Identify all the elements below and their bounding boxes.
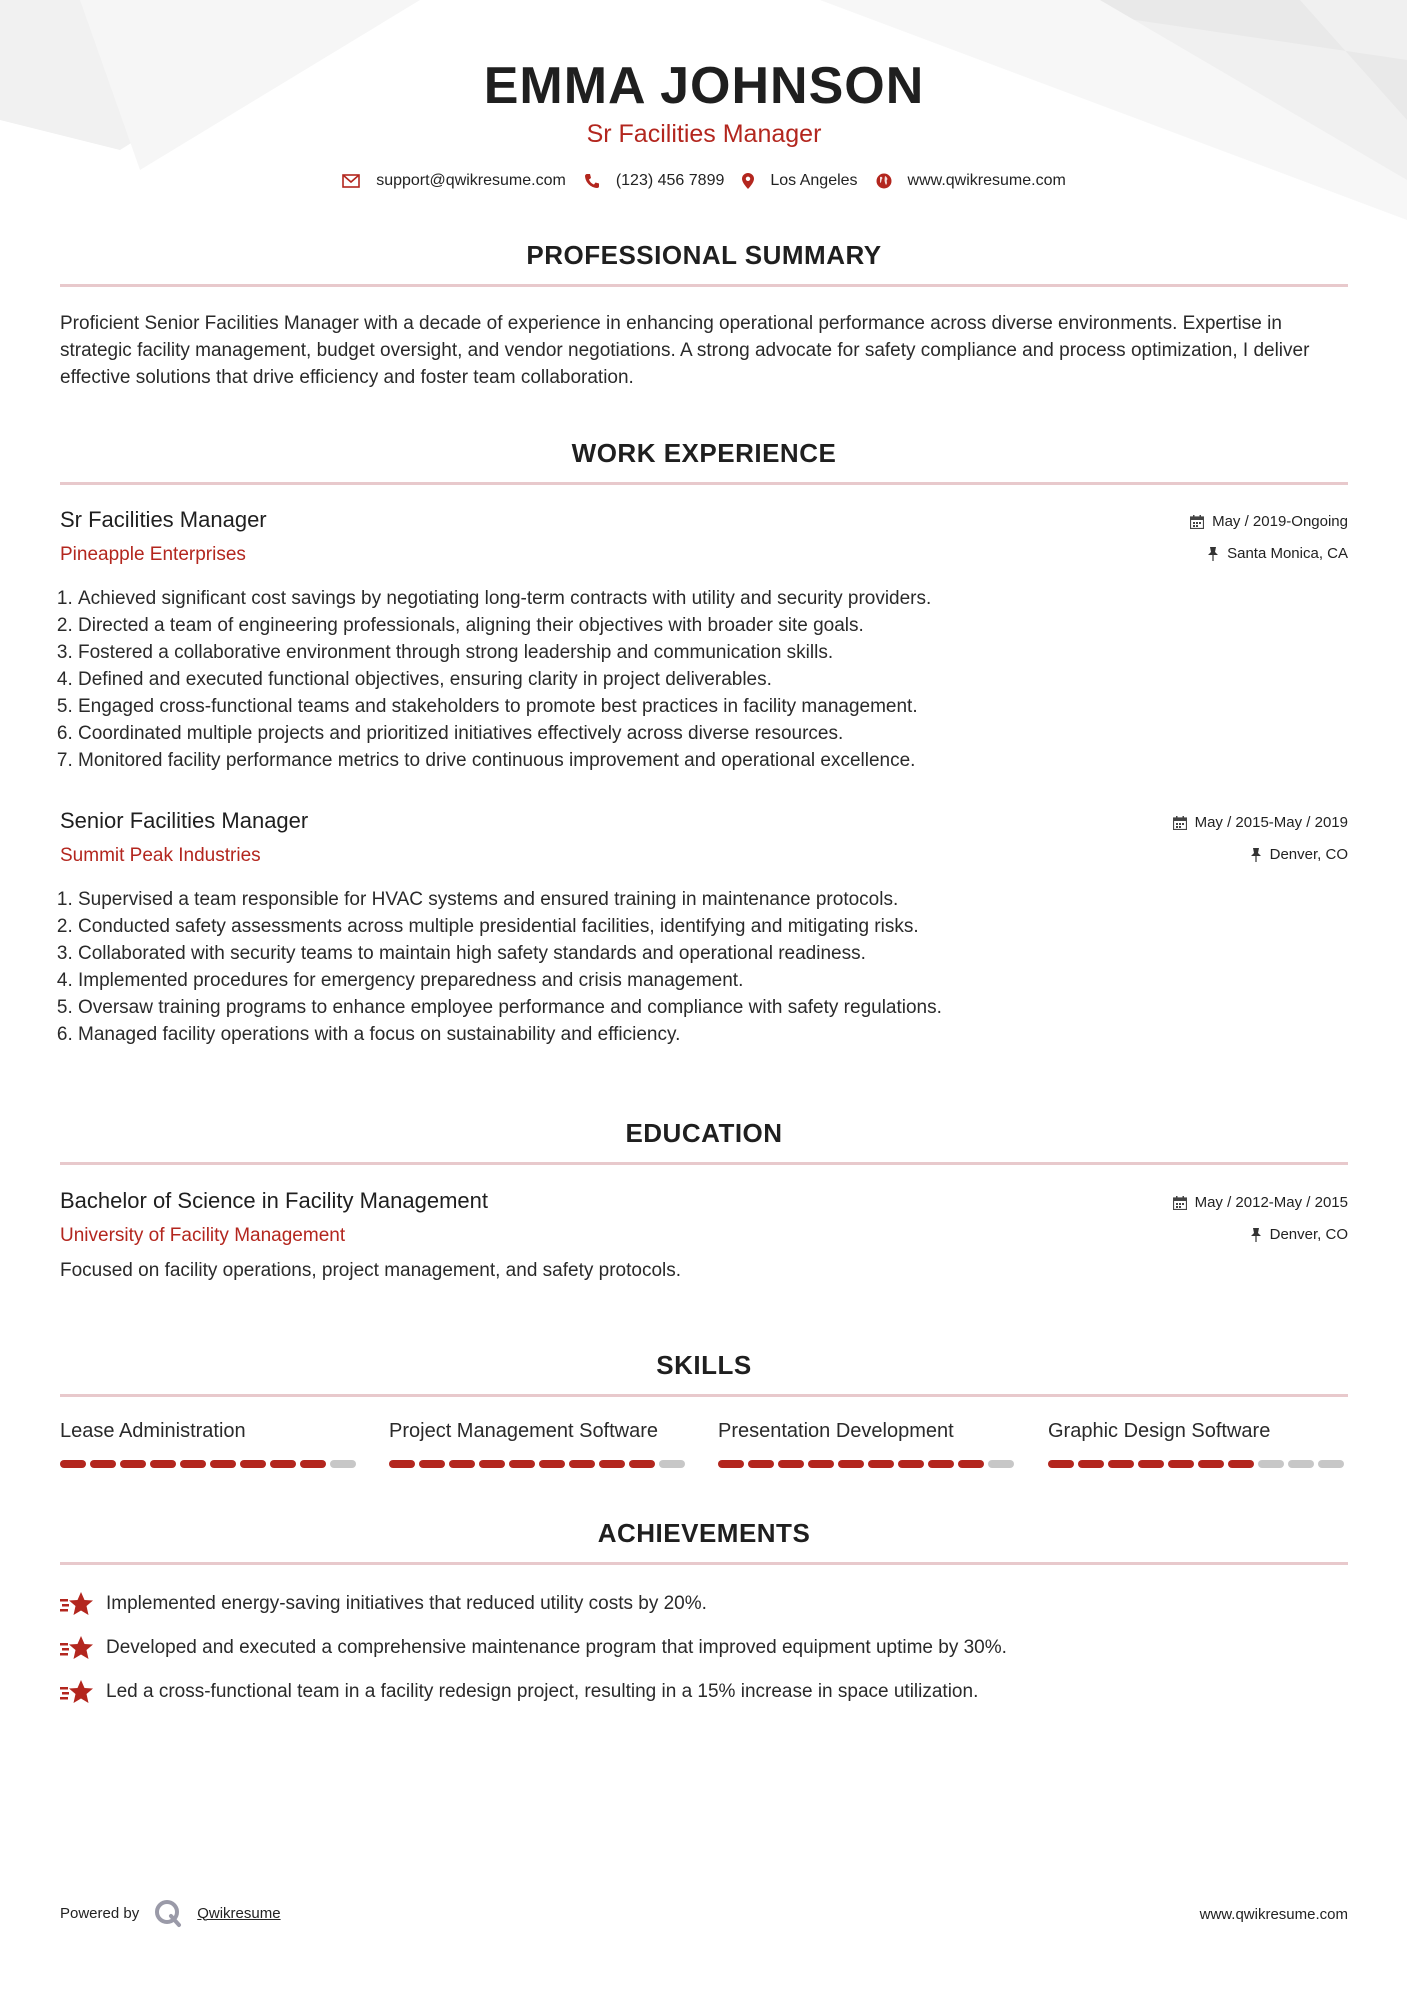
job-bullet: 1. Supervised a team responsible for HVAC systems and ensured training in maintenance protocols.: [78, 886, 1338, 913]
job-bullet: 2. Conducted safety assessments across multiple presidential facilities, identifying and mitigating risks.: [78, 913, 1338, 940]
experience-entry: [60, 507, 1348, 777]
summary-heading: PROFESSIONAL SUMMARY: [526, 240, 882, 270]
summary-divider: [60, 284, 1348, 287]
skill-segment-filled: [1228, 1460, 1254, 1468]
skill-item: [60, 1420, 360, 1468]
skills-list: [60, 1420, 1348, 1490]
degree-title: Bachelor of Science in Facility Management: [60, 1188, 488, 1213]
job-bullet: 6. Managed facility operations with a focus on sustainability and efficiency.: [78, 1021, 1338, 1048]
skill-segment-filled: [599, 1460, 625, 1468]
education-description: Focused on facility operations, project management, and safety protocols.: [60, 1260, 682, 1281]
company-name: Summit Peak Industries: [60, 845, 261, 866]
skill-segment-empty: [1258, 1460, 1284, 1468]
skill-segment-empty: [988, 1460, 1014, 1468]
job-bullet: 3. Collaborated with security teams to maintain high safety standards and operational readiness.: [78, 940, 1338, 967]
skill-segment-filled: [718, 1460, 744, 1468]
achievement-item: [60, 1678, 1348, 1706]
job-dates-text: May / 2015-May / 2019: [1194, 814, 1348, 831]
location-text: Los Angeles: [770, 172, 858, 189]
skill-segment-filled: [958, 1460, 984, 1468]
job-bullets: [60, 585, 1338, 774]
achievement-item: [60, 1590, 1348, 1618]
skill-segment-filled: [1168, 1460, 1194, 1468]
job-location: [1207, 545, 1348, 562]
skill-segment-filled: [778, 1460, 804, 1468]
skill-segment-filled: [1138, 1460, 1164, 1468]
email-text: support@qwikresume.com: [376, 172, 566, 189]
summary-text: Proficient Senior Facilities Manager with a decade of experience in enhancing operational performance across diverse environments. Expertise in strategic facility management, budget oversight, and vendor negotiations. A strong advocate for safety compliance and process optimization, I deliver effective solutions that drive efficiency and foster team collaboration.: [60, 313, 1310, 388]
education-divider: [60, 1162, 1348, 1165]
achievement-text: Developed and executed a comprehensive maintenance program that improved equipment uptime by 30%.: [106, 1637, 1007, 1658]
powered-by-text: Powered by: [60, 1904, 140, 1922]
pushpin-icon: [1250, 848, 1262, 862]
skill-item: [718, 1420, 1018, 1468]
skill-segment-filled: [120, 1460, 146, 1468]
skill-segment-filled: [868, 1460, 894, 1468]
skill-segment-filled: [1198, 1460, 1224, 1468]
skill-segment-filled: [150, 1460, 176, 1468]
pushpin-icon: [1207, 547, 1219, 561]
skill-segment-filled: [629, 1460, 655, 1468]
calendar-icon: [1190, 515, 1204, 529]
skill-level-bar: [1048, 1460, 1348, 1468]
achievements-divider: [60, 1562, 1348, 1565]
experience-divider: [60, 482, 1348, 485]
job-bullet: 4. Defined and executed functional objectives, ensuring clarity in project deliverables.: [78, 666, 1338, 693]
skill-level-bar: [718, 1460, 1018, 1468]
phone-icon: [584, 173, 600, 189]
job-location: [1250, 846, 1348, 863]
skill-name: Lease Administration: [60, 1420, 246, 1442]
skill-name: Project Management Software: [389, 1420, 659, 1442]
skill-level-bar: [389, 1460, 689, 1468]
skill-segment-filled: [449, 1460, 475, 1468]
job-bullet: 7. Monitored facility performance metrics to drive continuous improvement and operational excellence.: [78, 747, 1338, 774]
skills-divider: [60, 1394, 1348, 1397]
education-heading: EDUCATION: [625, 1118, 783, 1148]
achievement-text: Implemented energy-saving initiatives that reduced utility costs by 20%.: [106, 1593, 707, 1614]
skill-segment-filled: [748, 1460, 774, 1468]
achievements-heading: ACHIEVEMENTS: [597, 1518, 811, 1548]
footer-website[interactable]: www.qwikresume.com: [1199, 1906, 1348, 1923]
skill-segment-filled: [240, 1460, 266, 1468]
skill-segment-filled: [419, 1460, 445, 1468]
skill-segment-filled: [898, 1460, 924, 1468]
company-name: Pineapple Enterprises: [60, 544, 246, 565]
skill-segment-filled: [539, 1460, 565, 1468]
star-icon: [60, 1678, 94, 1706]
job-bullet: 4. Implemented procedures for emergency preparedness and crisis management.: [78, 967, 1338, 994]
skill-segment-empty: [1288, 1460, 1314, 1468]
contact-bar: [60, 172, 1348, 190]
envelope-icon: [342, 174, 360, 188]
skill-segment-filled: [838, 1460, 864, 1468]
education-dates: [1173, 1194, 1348, 1211]
skill-segment-filled: [270, 1460, 296, 1468]
achievement-item: [60, 1634, 1348, 1662]
job-location-text: Santa Monica, CA: [1227, 545, 1348, 562]
calendar-icon: [1173, 816, 1187, 830]
skill-segment-empty: [330, 1460, 356, 1468]
job-bullet: 6. Coordinated multiple projects and prioritized initiatives effectively across diverse resources.: [78, 720, 1338, 747]
skill-item: [1048, 1420, 1348, 1468]
skill-segment-filled: [1108, 1460, 1134, 1468]
education-entry: [60, 1188, 1348, 1288]
skill-segment-filled: [479, 1460, 505, 1468]
website-text: www.qwikresume.com: [907, 172, 1066, 189]
job-title: Senior Facilities Manager: [60, 808, 309, 833]
pushpin-icon: [1250, 1228, 1262, 1242]
skill-name: Graphic Design Software: [1048, 1420, 1271, 1442]
skill-level-bar: [60, 1460, 360, 1468]
skill-segment-filled: [928, 1460, 954, 1468]
skill-segment-empty: [1318, 1460, 1344, 1468]
achievement-text: Led a cross-functional team in a facility redesign project, resulting in a 15% increase in space utilization.: [106, 1681, 979, 1702]
skills-heading: SKILLS: [656, 1350, 752, 1380]
job-bullets: [60, 886, 1338, 1048]
globe-icon: [876, 173, 892, 189]
star-icon: [60, 1634, 94, 1662]
job-location-text: Denver, CO: [1269, 846, 1348, 863]
candidate-title: Sr Facilities Manager: [586, 120, 822, 148]
star-icon: [60, 1590, 94, 1618]
qwikresume-link[interactable]: Qwikresume: [197, 1904, 281, 1922]
phone-text: (123) 456 7899: [615, 172, 725, 189]
job-dates: [1190, 513, 1348, 530]
job-bullet: 5. Oversaw training programs to enhance employee performance and compliance with safety regulations.: [78, 994, 1338, 1021]
education-location: [1250, 1226, 1348, 1243]
school-name: University of Facility Management: [60, 1225, 346, 1246]
experience-heading: WORK EXPERIENCE: [571, 438, 837, 468]
skill-segment-empty: [659, 1460, 685, 1468]
contact-phone[interactable]: [584, 172, 725, 190]
skill-item: [389, 1420, 689, 1468]
skill-segment-filled: [180, 1460, 206, 1468]
skill-segment-filled: [569, 1460, 595, 1468]
job-bullet: 2. Directed a team of engineering professionals, aligning their objectives with broader site goals.: [78, 612, 1338, 639]
skill-segment-filled: [300, 1460, 326, 1468]
contact-location: [742, 172, 857, 190]
contact-website[interactable]: [876, 172, 1066, 190]
job-title: Sr Facilities Manager: [60, 507, 267, 532]
skill-segment-filled: [60, 1460, 86, 1468]
job-dates: [1173, 814, 1348, 831]
job-bullet: 1. Achieved significant cost savings by negotiating long-term contracts with utility and security providers.: [78, 585, 1338, 612]
qwikresume-logo-icon: [153, 1898, 183, 1928]
skill-segment-filled: [389, 1460, 415, 1468]
job-bullet: 3. Fostered a collaborative environment through strong leadership and communication skills.: [78, 639, 1338, 666]
experience-entry: [60, 808, 1348, 1058]
skill-segment-filled: [509, 1460, 535, 1468]
contact-email[interactable]: [342, 172, 566, 190]
education-dates-text: May / 2012-May / 2015: [1194, 1194, 1348, 1211]
footer-branding: [60, 1898, 281, 1928]
skill-name: Presentation Development: [718, 1420, 954, 1442]
education-location-text: Denver, CO: [1269, 1226, 1348, 1243]
job-bullet: 5. Engaged cross-functional teams and stakeholders to promote best practices in facility management.: [78, 693, 1338, 720]
skill-segment-filled: [1048, 1460, 1074, 1468]
skill-segment-filled: [210, 1460, 236, 1468]
skill-segment-filled: [90, 1460, 116, 1468]
skill-segment-filled: [808, 1460, 834, 1468]
skill-segment-filled: [1078, 1460, 1104, 1468]
candidate-name: EMMA JOHNSON: [483, 57, 925, 115]
calendar-icon: [1173, 1196, 1187, 1210]
map-pin-icon: [742, 173, 754, 189]
job-dates-text: May / 2019-Ongoing: [1212, 513, 1348, 530]
